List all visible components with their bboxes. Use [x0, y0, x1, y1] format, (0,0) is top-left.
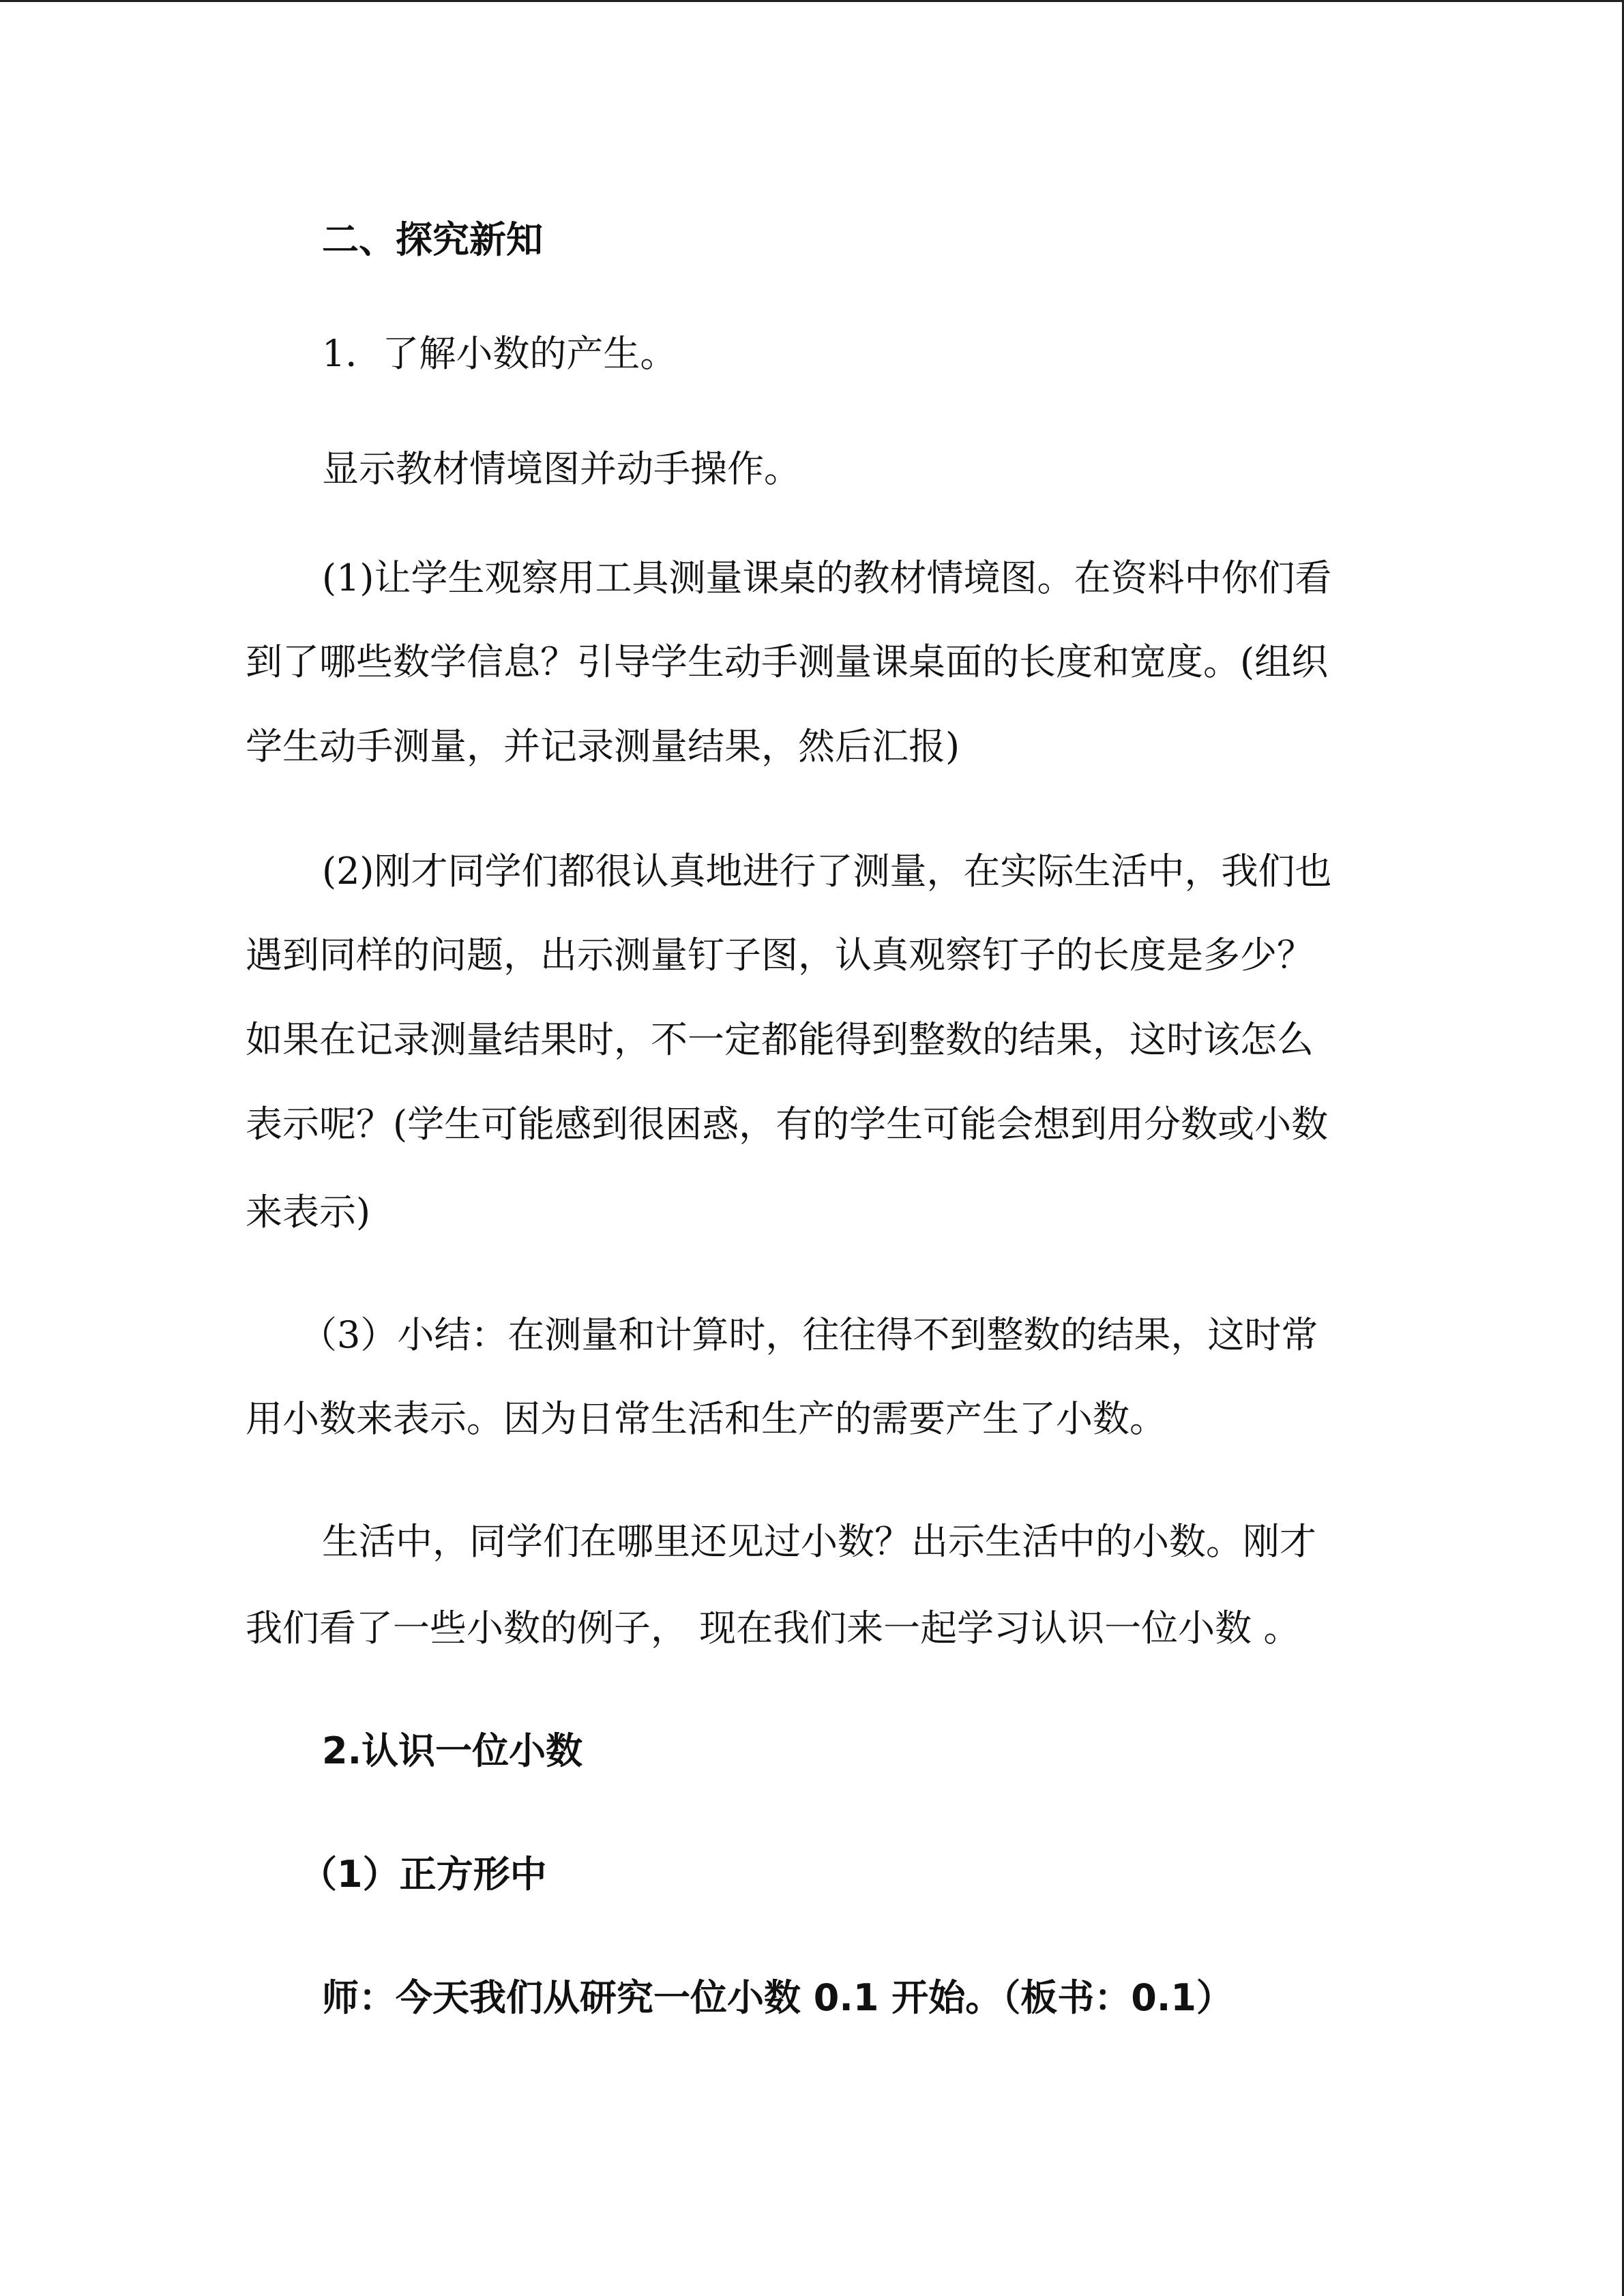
p2-line-4: 表示呢？(学生可能感到很困惑，有的学生可能会想到用分数或小数 — [246, 1103, 1329, 1146]
p4-line-2: 我们看了一些小数的例子， 现在我们来一起学习认识一位小数 。 — [246, 1607, 1301, 1650]
p2-line-2: 遇到同样的问题，出示测量钉子图，认真观察钉子的长度是多少？ — [246, 934, 1314, 976]
item1-title: 1．了解小数的产生。 — [322, 332, 677, 375]
p2-line-3: 如果在记录测量结果时，不一定都能得到整数的结果，这时该怎么 — [246, 1018, 1314, 1061]
p2-line-1: (2)刚才同学们都很认真地进行了测量，在实际生活中，我们也 — [322, 850, 1332, 893]
p3-line-1: （3）小结：在测量和计算时，往往得不到整数的结果，这时常 — [300, 1313, 1318, 1356]
p3-line-2: 用小数来表示。因为日常生活和生产的需要产生了小数。 — [246, 1397, 1166, 1440]
item2-teacher: 师：今天我们从研究一位小数 0.1 开始。（板书：0.1） — [322, 1976, 1233, 2019]
p1-line-2: 到了哪些数学信息？引导学生动手测量课桌面的长度和宽度。(组织 — [246, 640, 1329, 683]
p1-line-3: 学生动手测量，并记录测量结果，然后汇报) — [246, 725, 960, 768]
p4-line-1: 生活中，同学们在哪里还见过小数？出示生活中的小数。刚才 — [322, 1520, 1316, 1563]
section-heading: 二、探究新知 — [322, 218, 543, 261]
p2-line-5: 来表示) — [246, 1191, 371, 1234]
p1-line-1: (1)让学生观察用工具测量课桌的教材情境图。在资料中你们看 — [322, 556, 1332, 599]
item1-intro: 显示教材情境图并动手操作。 — [322, 447, 801, 490]
item2-title: 2.认识一位小数 — [322, 1729, 583, 1772]
item2-sub: （1）正方形中 — [300, 1853, 547, 1896]
